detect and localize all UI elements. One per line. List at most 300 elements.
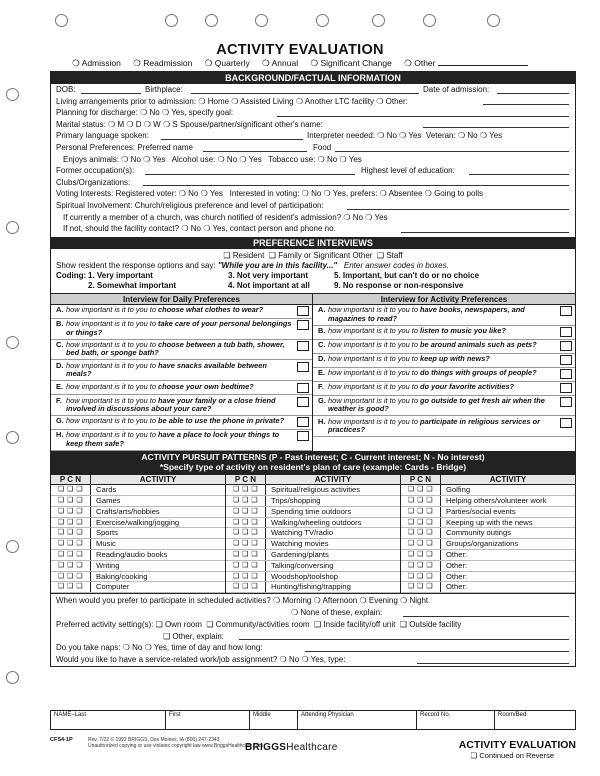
pcn-checkboxes[interactable]: ❑ ❑ ❑	[226, 550, 266, 560]
question-focus: take care of your personal belongings or things?	[66, 319, 292, 337]
activity-header: ACTIVITY	[139, 474, 177, 484]
answer-code-box[interactable]	[297, 320, 309, 330]
question-letter: F.	[318, 382, 324, 392]
activity-name: Keeping up with the news	[446, 517, 533, 527]
planning-goal-field[interactable]	[277, 116, 569, 117]
schedule-none-field[interactable]	[403, 616, 569, 617]
service-yes[interactable]: ❍ Yes, type:	[301, 655, 346, 665]
question-lead: how important is it to you to	[66, 305, 159, 315]
pcn-checkboxes[interactable]: ❑ ❑ ❑	[226, 572, 266, 582]
answer-code-box[interactable]	[297, 417, 309, 427]
answer-code-box[interactable]	[560, 355, 572, 365]
punch-hole	[6, 540, 19, 553]
footer-title: ACTIVITY EVALUATION	[458, 739, 576, 751]
preference-instructions	[51, 249, 575, 271]
pursuit-header-line-2: *Specify type of activity on resident's plan of care (example: Cards - Bridge)	[159, 462, 467, 473]
punch-hole	[6, 221, 19, 234]
activity-preferences-header: Interview for Activity Preferences	[313, 294, 575, 305]
activity-row	[401, 550, 575, 561]
service-label: Would you like to have a service-related work/job assignment?	[56, 655, 278, 665]
setting-row	[51, 619, 575, 631]
veteran-yes[interactable]: ❍ Yes	[479, 131, 503, 141]
question-letter: E.	[56, 381, 63, 391]
contact-row	[51, 223, 575, 235]
copyright-line-1: Rev. 7/22 © 1992 BRIGGS, Des Moines, IA (800) 247-2343	[88, 737, 220, 743]
activity-row	[226, 561, 400, 572]
interpreter-label: Interpreter needed:	[307, 131, 376, 141]
preferred-name-label: Preferred name	[137, 142, 193, 152]
schedule-row	[51, 595, 575, 607]
activity-name: Crafts/arts/hobbies	[96, 506, 160, 516]
question-lead: how important is it to you to	[328, 354, 421, 364]
setting-other-field[interactable]	[239, 639, 569, 640]
activity-preferences-column	[313, 294, 575, 451]
living-assisted[interactable]: ❍ Assisted Living	[231, 96, 294, 106]
question-text	[328, 341, 557, 351]
service-field[interactable]	[417, 663, 569, 664]
living-row	[51, 96, 575, 108]
pcn-checkboxes[interactable]: ❑ ❑ ❑	[401, 561, 441, 571]
pursuit-section-header	[51, 451, 575, 474]
daily-preferences-column	[51, 294, 313, 451]
pcn-checkboxes[interactable]: ❑ ❑ ❑	[226, 561, 266, 571]
activity-row	[51, 539, 225, 550]
question-focus: have books, newspapers, and magazines to read?	[328, 305, 525, 323]
pcn-checkboxes[interactable]: ❑ ❑ ❑	[401, 485, 441, 495]
marital-w[interactable]: ❍ W	[143, 119, 161, 129]
activity-name: Exercise/walking/jogging	[96, 517, 180, 527]
activity-row	[226, 582, 400, 593]
interview-question	[51, 319, 312, 340]
activity-column-header	[226, 475, 400, 486]
eval-type-annual[interactable]: ❍ Annual	[262, 58, 299, 68]
code-4: 4. Not important at all	[228, 280, 310, 290]
spiritual-field[interactable]	[347, 209, 569, 210]
occupation-label: Former occupation(s):	[56, 166, 135, 176]
other-line[interactable]	[438, 58, 528, 66]
activity-name: Groups/organizations	[446, 539, 519, 549]
answer-code-box[interactable]	[560, 397, 572, 407]
question-focus: be able to use the phone in private?	[158, 416, 285, 426]
pcn-checkboxes[interactable]: ❑ ❑ ❑	[51, 518, 91, 528]
question-lead: how important is it to you to	[66, 381, 159, 391]
activity-name: Parties/social events	[446, 506, 516, 516]
question-lead: how important is it to you to	[328, 368, 421, 378]
question-lead: how important is it to you to	[66, 360, 159, 370]
animals-yes[interactable]: ❍ Yes	[143, 154, 166, 164]
marital-d[interactable]: ❍ D	[126, 119, 142, 129]
pcn-checkboxes[interactable]: ❑ ❑ ❑	[226, 539, 266, 549]
food-label: Food	[313, 142, 332, 152]
pcn-checkboxes[interactable]: ❑ ❑ ❑	[51, 528, 91, 538]
answer-code-box[interactable]	[560, 327, 572, 337]
living-ltc[interactable]: ❍ Another LTC facility	[295, 96, 375, 106]
setting-outside-facility[interactable]: ❑ Outside facility	[399, 619, 462, 629]
pcn-checkboxes[interactable]: ❑ ❑ ❑	[401, 496, 441, 506]
answer-code-box[interactable]	[297, 383, 309, 393]
tobacco-no[interactable]: ❍ No	[317, 154, 338, 164]
activity-header: ACTIVITY	[314, 474, 352, 484]
living-other-field[interactable]	[483, 104, 569, 105]
question-text	[328, 306, 557, 323]
answer-code-box[interactable]	[560, 341, 572, 351]
setting-inside-facility[interactable]: ❑ Inside facility/off unit	[314, 619, 396, 629]
birthplace-field[interactable]	[191, 93, 419, 94]
contact-yes[interactable]: ❍ Yes, contact person and phone no.	[203, 224, 336, 234]
activity-name: Games	[96, 496, 121, 506]
pcn-header: P C N	[51, 475, 91, 485]
church-notified-label: If currently a member of a church, was church notified of resident's admission?	[63, 212, 342, 222]
activity-name: Music	[96, 539, 116, 549]
contact-field[interactable]	[401, 232, 569, 233]
pursuit-header-line-1: ACTIVITY PURSUIT PATTERNS (P - Past interest; C - Current interest; N - No interest)	[141, 451, 485, 462]
pcn-checkboxes[interactable]: ❑ ❑ ❑	[51, 582, 91, 592]
language-label: Primary language spoken:	[56, 131, 149, 141]
form-footer	[50, 737, 576, 767]
question-lead: how important is it to you to	[328, 340, 421, 350]
activity-row	[51, 485, 225, 496]
eval-type-admission[interactable]: ❍ Admission	[72, 58, 121, 68]
pcn-header: P C N	[226, 475, 266, 485]
date-of-admission-label: Date of admission:	[423, 85, 490, 94]
question-text	[66, 306, 294, 316]
interview-question	[51, 381, 312, 395]
naps-field[interactable]	[305, 651, 569, 652]
activity-column-3	[401, 475, 575, 593]
sched-none[interactable]: ❍ None of these, explain:	[291, 608, 383, 618]
sched-evening[interactable]: ❍ Evening	[359, 596, 398, 606]
spiritual-row	[51, 200, 575, 212]
eval-type-readmission[interactable]: ❍ Readmission	[133, 58, 193, 68]
answer-code-box[interactable]	[560, 418, 572, 428]
sched-night[interactable]: ❍ Night	[400, 596, 429, 606]
activity-row	[51, 550, 225, 561]
activity-name: Community outings	[446, 528, 511, 538]
question-lead: how important is it to you to	[66, 430, 159, 440]
question-lead: how important is it to you to	[328, 326, 421, 336]
activity-name: Spending time outdoors	[271, 506, 352, 516]
animals-no[interactable]: ❍ No	[121, 154, 141, 164]
alcohol-label: Alcohol use:	[171, 154, 216, 164]
question-focus: choose your own bedtime?	[158, 381, 254, 391]
tobacco-label: Tobacco use:	[268, 154, 316, 164]
question-focus: have a place to lock your things to keep them safe?	[66, 430, 280, 448]
setting-label: Preferred activity setting(s):	[56, 619, 154, 629]
interview-question	[313, 326, 575, 340]
occupation-field[interactable]	[145, 174, 355, 175]
activity-row	[401, 528, 575, 539]
physician-field[interactable]: Attending Physician	[298, 711, 417, 729]
activity-name: Hunting/fishing/trapping	[271, 582, 351, 592]
spouse-field[interactable]	[423, 127, 569, 128]
pcn-checkboxes[interactable]: ❑ ❑ ❑	[51, 496, 91, 506]
pcn-checkboxes[interactable]: ❑ ❑ ❑	[51, 572, 91, 582]
question-text	[66, 431, 294, 448]
answer-code-box[interactable]	[297, 362, 309, 372]
pcn-checkboxes[interactable]: ❑ ❑ ❑	[51, 539, 91, 549]
interested-yes[interactable]: ❍ Yes, prefers:	[323, 189, 378, 199]
answer-code-box[interactable]	[297, 341, 309, 351]
question-text	[66, 341, 294, 358]
instruction-line: Show resident the response options and say: "While you are in this facility..." Enter answer codes in boxes.	[56, 260, 449, 270]
answer-code-box[interactable]	[560, 383, 572, 393]
preferred-name-field[interactable]	[203, 151, 307, 152]
food-field[interactable]	[335, 151, 569, 152]
activity-name: Woodshop/toolshop	[271, 571, 338, 581]
continued-note: ❑ Continued on Reverse	[470, 751, 554, 760]
pcn-checkboxes[interactable]: ❑ ❑ ❑	[226, 528, 266, 538]
question-letter: A.	[56, 305, 64, 315]
education-label: Highest level of education:	[361, 166, 455, 176]
pcn-checkboxes[interactable]: ❑ ❑ ❑	[226, 518, 266, 528]
pcn-checkboxes[interactable]: ❑ ❑ ❑	[51, 485, 91, 495]
pcn-checkboxes[interactable]: ❑ ❑ ❑	[401, 572, 441, 582]
sched-afternoon[interactable]: ❍ Afternoon	[313, 596, 358, 606]
interviewee-staff[interactable]: ❑ Staff	[376, 250, 403, 260]
activity-row	[401, 507, 575, 518]
interview-question	[51, 360, 312, 381]
personal-label: Personal Preferences:	[56, 142, 136, 152]
pcn-checkboxes[interactable]: ❑ ❑ ❑	[401, 507, 441, 517]
pcn-checkboxes[interactable]: ❑ ❑ ❑	[401, 518, 441, 528]
question-text	[66, 320, 294, 337]
punch-hole	[6, 431, 19, 444]
eval-type-significant-change[interactable]: ❍ Significant Change	[310, 58, 392, 68]
interview-question	[313, 416, 575, 437]
form-title: ACTIVITY EVALUATION	[216, 42, 384, 58]
code-2: 2. Somewhat important	[88, 280, 177, 290]
planning-label: Planning for discharge:	[56, 108, 138, 118]
activity-name: Watching movies	[271, 539, 329, 549]
activity-name: Computer	[96, 582, 130, 592]
birthplace-label: Birthplace:	[145, 85, 183, 94]
brand-suffix: Healthcare	[286, 742, 338, 753]
code-1: 1. Very important	[88, 270, 153, 280]
question-lead: how important is it to you to	[66, 395, 159, 405]
punch-hole	[6, 88, 19, 101]
eval-type-quarterly[interactable]: ❍ Quarterly	[204, 58, 250, 68]
service-no[interactable]: ❍ No	[279, 655, 300, 665]
question-text	[328, 397, 557, 414]
question-focus: listen to music you like?	[420, 326, 506, 336]
first-name-field[interactable]: First	[166, 711, 250, 729]
activity-row	[401, 496, 575, 507]
question-lead: how important is it to you to	[328, 396, 421, 406]
activity-row	[51, 561, 225, 572]
punch-hole	[205, 14, 218, 27]
veteran-no[interactable]: ❍ No	[457, 131, 478, 141]
personal-row	[51, 142, 575, 154]
eval-type-other[interactable]: ❍ Other	[404, 58, 528, 68]
briggs-logo	[245, 742, 338, 753]
activity-row	[226, 550, 400, 561]
activity-name: Spiritual/religious activities	[271, 485, 361, 495]
activity-column-header	[401, 475, 575, 486]
pcn-checkboxes[interactable]: ❑ ❑ ❑	[401, 539, 441, 549]
church-yes[interactable]: ❍ Yes	[365, 212, 388, 222]
setting-community-room[interactable]: ❑ Community/activities room	[206, 619, 310, 629]
planning-row	[51, 107, 575, 119]
question-letter: A.	[318, 305, 326, 315]
question-text	[66, 383, 294, 393]
question-text	[328, 418, 557, 435]
question-letter: G.	[56, 416, 64, 426]
prefers-polls[interactable]: ❍ Going to polls	[424, 189, 483, 199]
tobacco-yes[interactable]: ❍ Yes	[339, 154, 362, 164]
pcn-checkboxes[interactable]: ❑ ❑ ❑	[226, 582, 266, 592]
preference-section-header: PREFERENCE INTERVIEWS	[51, 237, 575, 249]
activity-name: Golfing	[446, 485, 471, 495]
room-bed-field[interactable]: Room/Bed	[498, 712, 527, 718]
pcn-checkboxes[interactable]: ❑ ❑ ❑	[401, 582, 441, 592]
setting-other[interactable]: ❑ Other, explain:	[163, 631, 224, 641]
sched-morning[interactable]: ❍ Morning	[273, 596, 312, 606]
binder-holes-top	[0, 14, 600, 28]
question-focus: do things with groups of people?	[420, 368, 537, 378]
living-home[interactable]: ❍ Home	[198, 96, 230, 106]
naps-label: Do you take naps:	[56, 643, 121, 653]
pcn-checkboxes[interactable]: ❑ ❑ ❑	[51, 561, 91, 571]
question-focus: have snacks available between meals?	[66, 360, 267, 379]
question-letter: C.	[318, 340, 326, 350]
activity-column-1	[51, 475, 226, 593]
clubs-field[interactable]	[143, 185, 569, 186]
interview-question	[313, 382, 575, 396]
question-text	[66, 417, 294, 427]
pcn-checkboxes[interactable]: ❑ ❑ ❑	[401, 550, 441, 560]
question-letter: F.	[56, 395, 62, 405]
answer-code-box[interactable]	[297, 397, 309, 407]
voter-no[interactable]: ❍ No	[178, 189, 199, 199]
schedule-label: When would you prefer to participate in scheduled activities?	[56, 596, 271, 606]
form-body	[50, 71, 576, 667]
activity-row	[51, 507, 225, 518]
interviewee-family[interactable]: ❑ Family or Significant Other	[268, 250, 373, 260]
alcohol-yes[interactable]: ❍ Yes	[239, 154, 262, 164]
living-other[interactable]: ❍ Other:	[376, 96, 408, 106]
pcn-checkboxes[interactable]: ❑ ❑ ❑	[226, 485, 266, 495]
question-lead: how important is it to you to	[66, 319, 159, 329]
activity-name: Cards	[96, 485, 117, 495]
planning-yes[interactable]: ❍ Yes, specify goal:	[161, 108, 234, 118]
question-letter: C.	[56, 340, 64, 350]
punch-hole	[255, 14, 268, 27]
activity-row	[401, 518, 575, 529]
answer-code-box[interactable]	[560, 369, 572, 379]
church-row	[51, 212, 575, 224]
contact-no[interactable]: ❍ No	[181, 224, 201, 234]
coding-label: Coding:	[56, 270, 87, 280]
activity-row	[51, 572, 225, 583]
activity-column-header	[51, 475, 225, 486]
prefers-absentee[interactable]: ❍ Absentee	[379, 189, 423, 199]
education-field[interactable]	[469, 174, 569, 175]
answer-code-box[interactable]	[297, 431, 309, 441]
alcohol-no[interactable]: ❍ No	[217, 154, 238, 164]
activity-row	[51, 582, 225, 593]
copyright-line-2: Unauthorized copying or use violates copyright law www.BriggsHealthcare.com	[88, 743, 264, 749]
voting-label: Voting Interests: Registered voter:	[56, 189, 177, 199]
naps-no[interactable]: ❍ No	[122, 643, 143, 653]
naps-row	[51, 642, 575, 654]
setting-other-row	[51, 631, 575, 643]
record-no-field[interactable]: Record No.	[417, 711, 495, 729]
church-no[interactable]: ❍ No	[343, 212, 363, 222]
question-text	[328, 383, 557, 393]
coding-grid	[84, 271, 534, 291]
marital-m[interactable]: ❍ M	[108, 119, 125, 129]
date-of-admission-field[interactable]	[497, 93, 569, 94]
activity-header: ACTIVITY	[489, 474, 527, 484]
clubs-label: Clubs/Organizations:	[56, 177, 131, 187]
interviewee-resident[interactable]: ❑ Resident	[223, 250, 265, 260]
question-focus: be around animals such as pets?	[420, 340, 537, 350]
schedule-none-row	[51, 607, 575, 619]
name-last-field[interactable]: NAME–Last	[51, 711, 166, 729]
punch-hole	[487, 14, 500, 27]
marital-s[interactable]: ❍ S	[162, 119, 178, 129]
activity-name: Other:	[446, 571, 468, 581]
activity-name: Talking/conversing	[271, 560, 334, 570]
facility-contact-label: If not, should the facility contact?	[63, 224, 180, 234]
interpreter-yes[interactable]: ❍ Yes	[399, 131, 422, 141]
question-lead: how important is it to you to	[66, 340, 159, 350]
activity-pursuit-grid	[51, 474, 575, 593]
activity-row	[401, 485, 575, 496]
activity-row	[51, 518, 225, 529]
setting-own-room[interactable]: ❑ Own room	[155, 619, 202, 629]
answer-code-box[interactable]	[560, 306, 572, 316]
middle-name-field[interactable]: Middle	[250, 711, 298, 729]
binder-holes-left	[6, 0, 20, 776]
question-focus: keep up with news?	[420, 354, 490, 364]
naps-yes[interactable]: ❍ Yes, time of day and how long:	[144, 643, 263, 653]
activity-row	[226, 485, 400, 496]
punch-hole	[316, 14, 329, 27]
activity-row	[226, 518, 400, 529]
voter-yes[interactable]: ❍ Yes	[200, 189, 223, 199]
activity-row	[226, 539, 400, 550]
planning-no[interactable]: ❍ No	[140, 108, 160, 118]
activity-row	[51, 528, 225, 539]
daily-preferences-header: Interview for Daily Preferences	[51, 294, 312, 305]
pcn-checkboxes[interactable]: ❑ ❑ ❑	[401, 528, 441, 538]
answer-code-box[interactable]	[297, 306, 309, 316]
veteran-label: Veteran:	[425, 131, 456, 141]
service-row	[51, 654, 575, 666]
question-letter: H.	[318, 416, 326, 426]
pcn-checkboxes[interactable]: ❑ ❑ ❑	[51, 507, 91, 517]
interested-no[interactable]: ❍ No	[301, 189, 322, 199]
question-text	[66, 397, 294, 414]
pcn-checkboxes[interactable]: ❑ ❑ ❑	[226, 496, 266, 506]
interpreter-no[interactable]: ❍ No	[377, 131, 397, 141]
activity-column-2	[226, 475, 401, 593]
question-text	[328, 355, 557, 365]
background-section-header: BACKGROUND/FACTUAL INFORMATION	[51, 72, 575, 84]
question-lead: how important is it to you to	[328, 382, 421, 392]
activity-name: Reading/audio books	[96, 550, 168, 560]
interpreter-group	[307, 130, 502, 142]
dob-field[interactable]	[81, 93, 141, 94]
activity-row	[401, 582, 575, 593]
activity-row	[401, 572, 575, 583]
coding-legend	[51, 271, 575, 291]
question-letter: H.	[56, 430, 64, 440]
pcn-checkboxes[interactable]: ❑ ❑ ❑	[51, 550, 91, 560]
language-field[interactable]	[161, 139, 303, 140]
pcn-checkboxes[interactable]: ❑ ❑ ❑	[226, 507, 266, 517]
